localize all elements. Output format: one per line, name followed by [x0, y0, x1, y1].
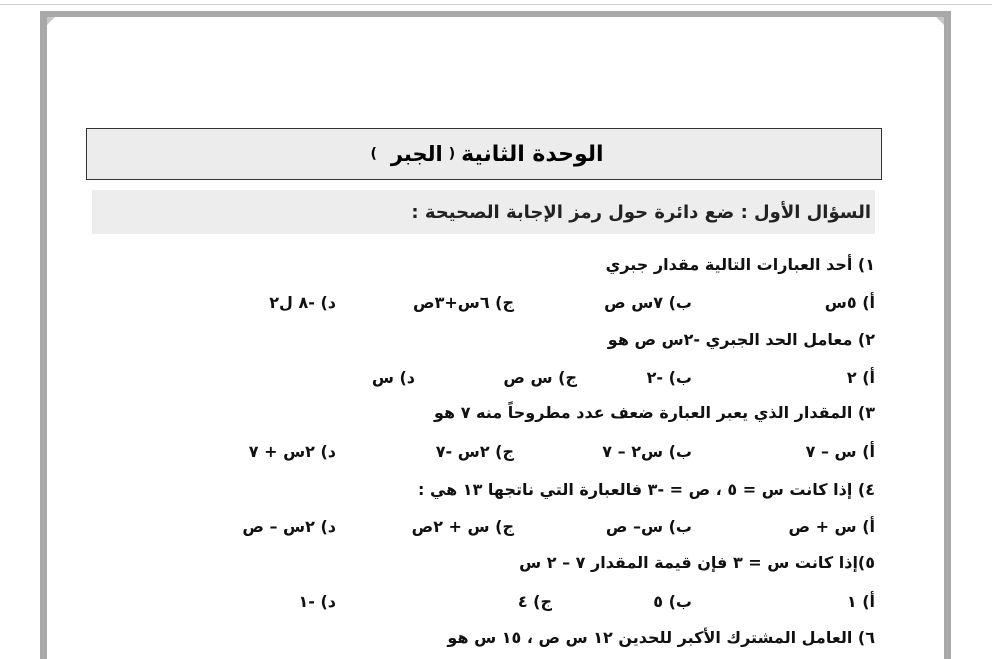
q4-option-b: ب) س– ص — [605, 517, 692, 536]
unit-title-box — [86, 128, 882, 180]
page-frame-top — [40, 11, 951, 17]
q3-option-d: د) ٢س + ٧ — [248, 442, 336, 461]
q1-option-c: ج) ٦س+٣ص — [413, 293, 514, 312]
unit-subtitle: الجبر — [390, 142, 443, 166]
question-6: ٦) العامل المشترك الأكبر للحدين ١٢ س ص ، ١٥ س هو — [447, 628, 875, 647]
unit-title: الوحدة الثانية — [461, 141, 604, 167]
question-5: ٥)إذا كانت س = ٣ فإن قيمة المقدار ٧ – ٢ س — [519, 553, 875, 572]
q5-option-d: د) -١ — [298, 592, 336, 611]
page-frame-right — [944, 13, 951, 659]
section-header: السؤال الأول : ضع دائرة حول رمز الإجابة الصحيحة : — [92, 190, 875, 234]
question-2: ٢) معامل الحد الجبري -٢س ص هو — [607, 330, 875, 349]
q3-option-a: أ) س – ٧ — [805, 442, 875, 461]
q4-option-a: أ) س + ص — [788, 517, 875, 536]
q2-option-b: ب) -٢ — [646, 368, 692, 387]
q4-option-c: ج) س + ٢ص — [411, 517, 514, 536]
q3-option-b: ب) س٢ – ٧ — [602, 442, 692, 461]
q5-option-b: ب) ٥ — [653, 592, 692, 611]
q2-option-c: ج) س ص — [503, 368, 577, 387]
corner-marker-left — [47, 17, 55, 25]
question-4: ٤) إذا كانت س = ٥ ، ص = -٣ فالعبارة التي ناتجها ١٣ هي : — [417, 480, 875, 499]
page-frame-left — [40, 13, 47, 659]
question-3: ٣) المقدار الذي يعبر العبارة ضعف عدد مطروحاً منه ٧ هو — [434, 403, 875, 422]
title-paren-open: ( — [448, 146, 456, 162]
title-paren-close: ) — [370, 146, 377, 162]
q3-option-c: ج) ٢س -٧ — [435, 442, 514, 461]
q1-option-b: ب) ٧س ص — [604, 293, 692, 312]
question-1: ١) أحد العبارات التالية مقدار جبري — [605, 255, 875, 274]
q5-option-c: ج) ٤ — [517, 592, 552, 611]
page-top-line — [0, 4, 992, 5]
q5-option-a: أ) ١ — [846, 592, 875, 611]
q2-option-a: أ) ٢ — [846, 368, 875, 387]
q4-option-d: د) ٢س – ص — [242, 517, 336, 536]
corner-marker-right — [936, 17, 944, 25]
q1-option-d: د) -٨ ل٢ — [269, 293, 336, 312]
q1-option-a: أ) ٥س — [824, 293, 875, 312]
q2-option-d: د) س — [371, 368, 415, 387]
